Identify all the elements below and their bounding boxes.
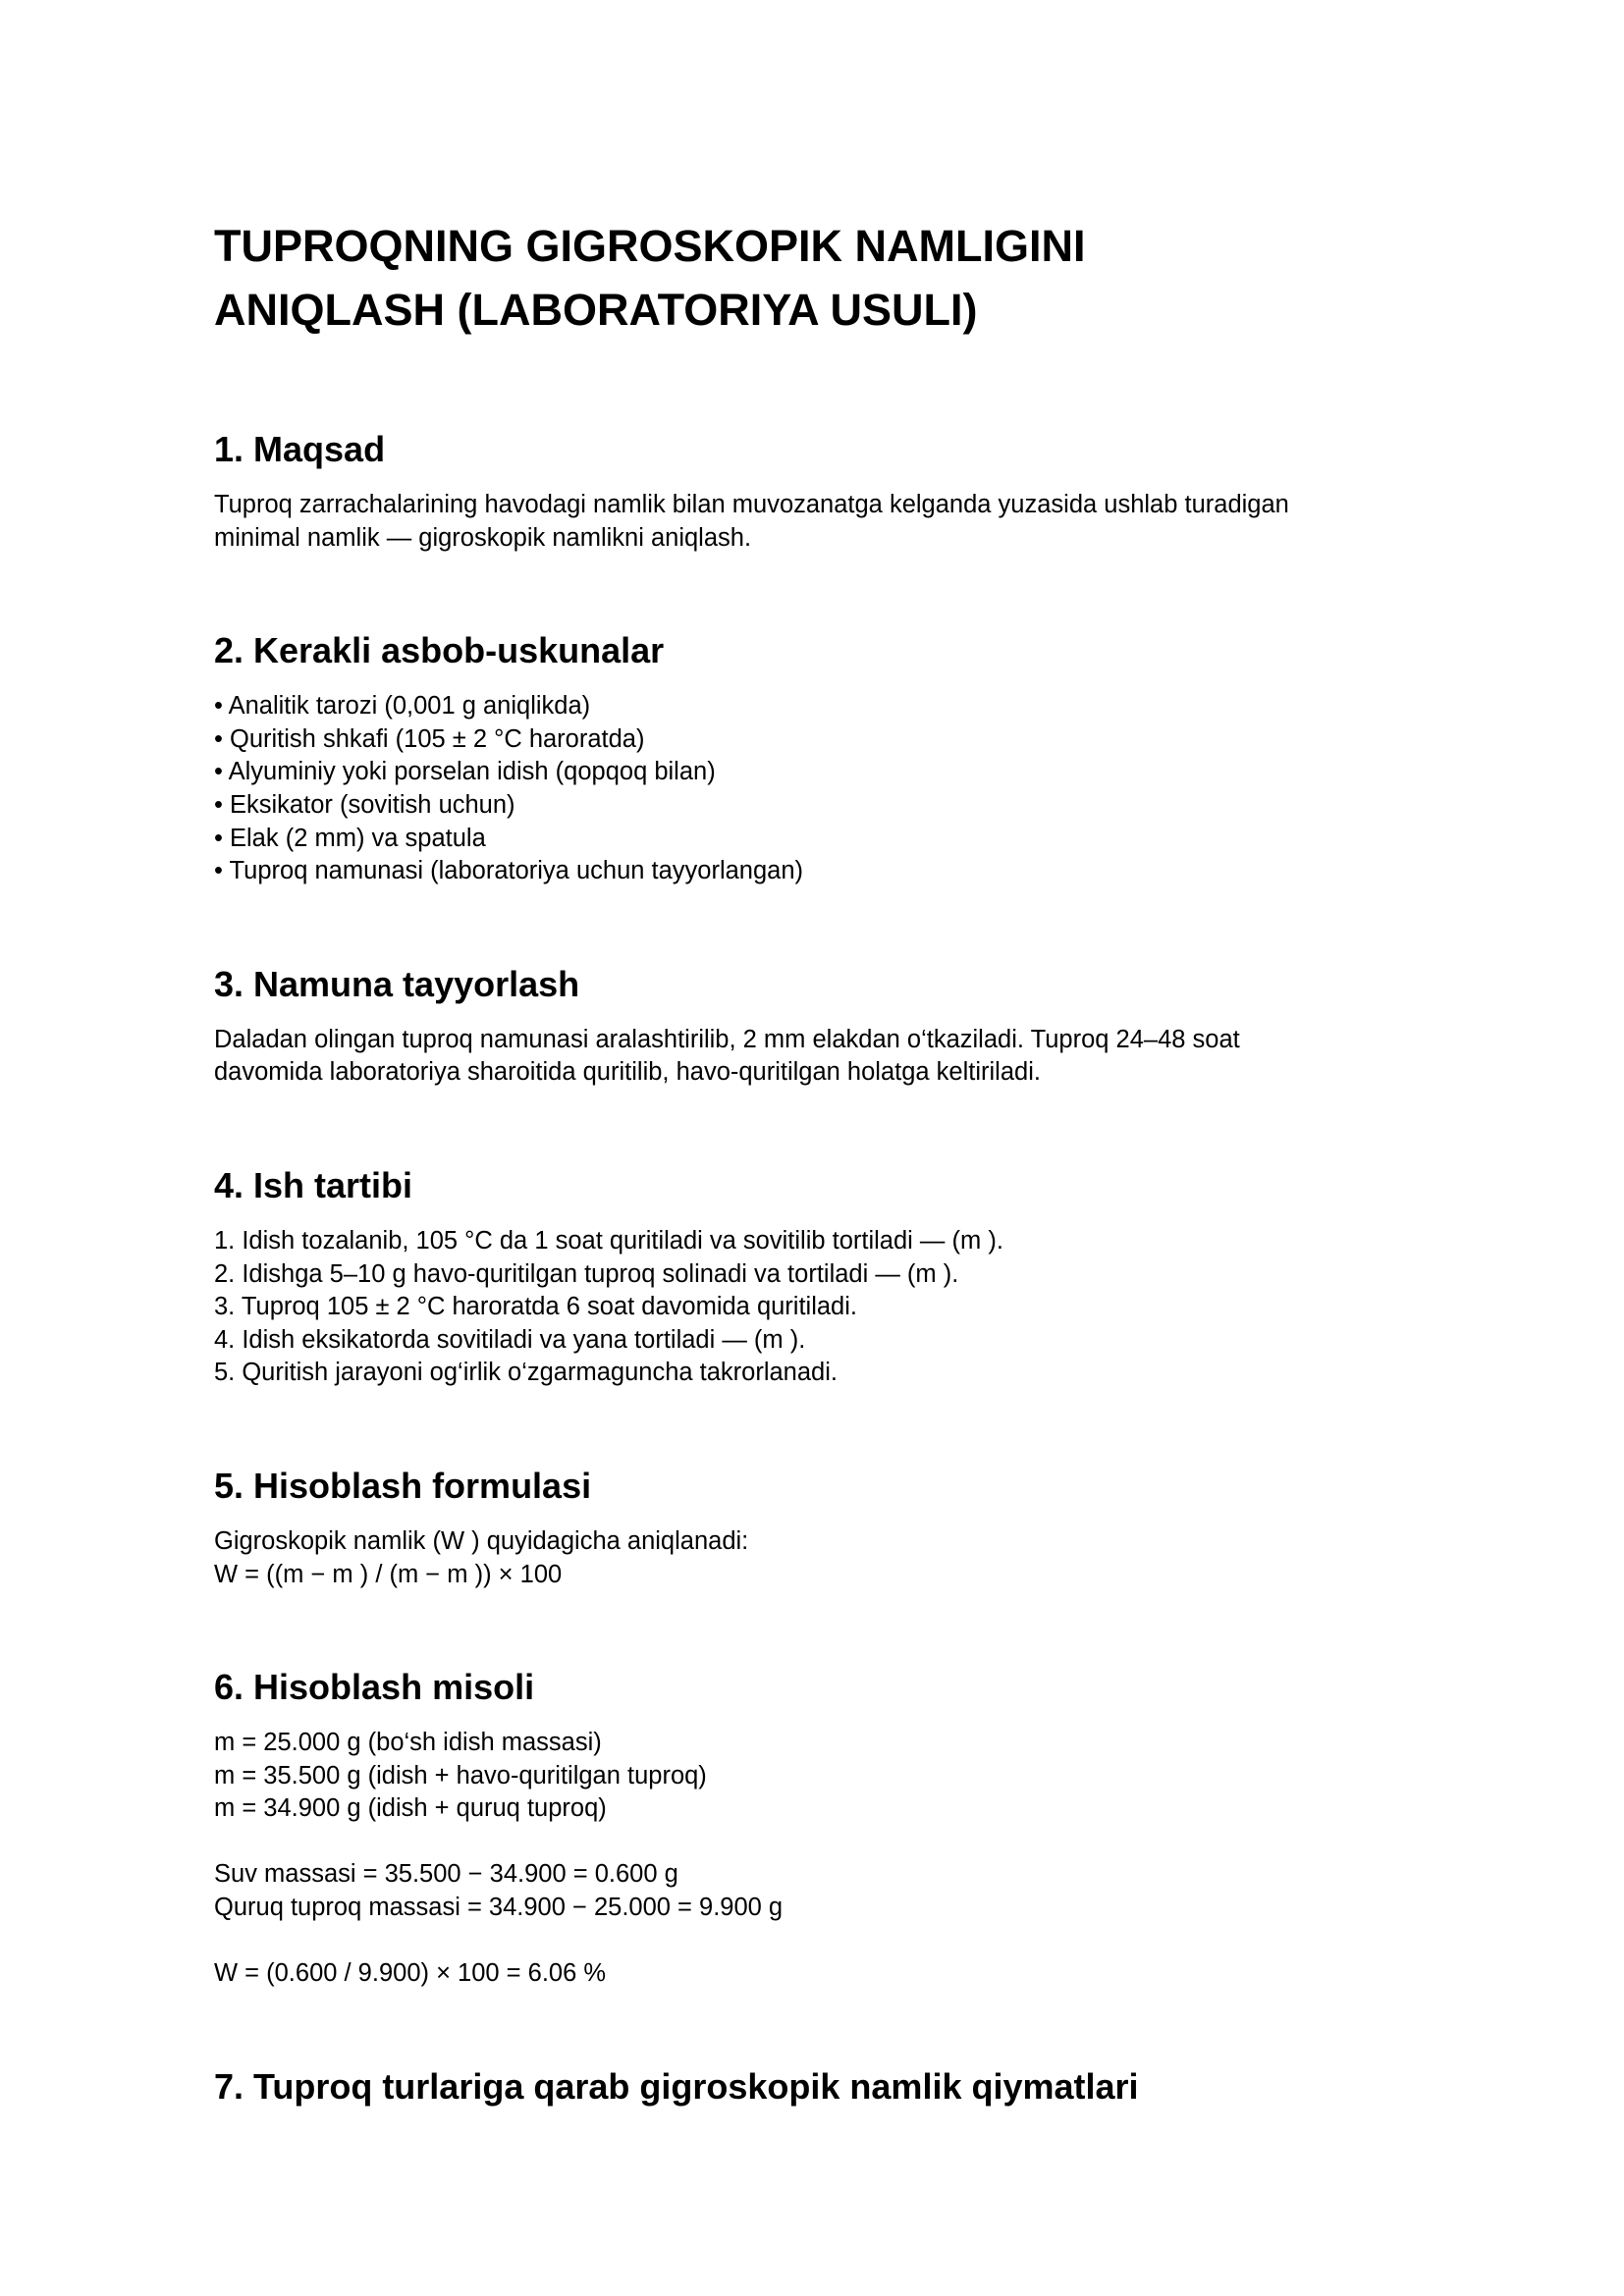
result-line: W = (0.600 / 9.900) × 100 = 6.06 % <box>214 1959 607 1988</box>
section-heading-sample-prep: 3. Namuna tayyorlash <box>214 963 580 1004</box>
paragraph-line: Tuproq zarrachalarining havodagi namlik bilan muvozanatga kelganda yuzasida ushlab turadigan <box>214 491 1289 518</box>
procedure-step: 2. Idishga 5–10 g havo-quritilgan tuproq solinadi va tortiladi — (m ). <box>214 1259 959 1288</box>
section-heading-soil-types: 7. Tuproq turlariga qarab gigroskopik namlik qiymatlari <box>214 2065 1139 2107</box>
procedure-steps <box>214 1225 1412 1390</box>
procedure-step: 4. Idish eksikatorda sovitiladi va yana tortiladi — (m ). <box>214 1325 806 1354</box>
formula-intro: Gigroskopik namlik (W ) quyidagicha aniqlanadi: <box>214 1526 749 1555</box>
calculation-line: Quruq tuproq massasi = 34.900 − 25.000 = 9.900 g <box>214 1894 784 1922</box>
procedure-step: 5. Quritish jarayoni og‘irlik o‘zgarmaguncha takrorlanadi. <box>214 1359 838 1387</box>
list-item: • Analitik tarozi (0,001 g aniqlikda) <box>214 692 591 721</box>
title-line-2: ANIQLASH (LABORATORIYA USULI) <box>214 285 978 335</box>
mass-value: m = 34.900 g (idish + quruq tuproq) <box>214 1794 607 1823</box>
section-heading-formula: 5. Hisoblash formulasi <box>214 1465 592 1506</box>
paragraph-line: minimal namlik — gigroskopik namlikni aniqlash. <box>214 523 752 552</box>
section-paragraph-sample-prep <box>214 1024 1412 1090</box>
procedure-step: 1. Idish tozalanib, 105 °C da 1 soat quritiladi va sovitilib tortiladi — (m ). <box>214 1226 1003 1255</box>
paragraph-line: davomida laboratoriya sharoitida quritilib, havo-quritilgan holatga keltiriladi. <box>214 1058 1041 1087</box>
mass-value: m = 35.500 g (idish + havo-quritilgan tuproq) <box>214 1761 707 1789</box>
section-heading-example: 6. Hisoblash misoli <box>214 1667 535 1708</box>
paragraph-line: Daladan olingan tuproq namunasi aralashtirilib, 2 mm elakdan o‘tkaziladi. Tuproq 24–48 soat <box>214 1025 1240 1053</box>
procedure-step: 3. Tuproq 105 ± 2 °C haroratda 6 soat davomida quritiladi. <box>214 1293 857 1321</box>
section-paragraph-maqsad <box>214 489 1412 555</box>
section-heading-procedure: 4. Ish tartibi <box>214 1164 413 1205</box>
document-title <box>214 214 1412 342</box>
section-heading-maqsad: 1. Maqsad <box>214 429 386 469</box>
example-block <box>214 1727 1412 1991</box>
list-item: • Quritish shkafi (105 ± 2 °C haroratda) <box>214 724 645 753</box>
formula-block <box>214 1525 1412 1591</box>
document-page <box>214 214 1412 2109</box>
equipment-list <box>214 690 1412 888</box>
list-item: • Eksikator (sovitish uchun) <box>214 790 515 819</box>
section-heading-equipment: 2. Kerakli asbob-uskunalar <box>214 630 665 671</box>
formula-expression: W = ((m − m ) / (m − m )) × 100 <box>214 1560 563 1588</box>
mass-value: m = 25.000 g (bo‘sh idish massasi) <box>214 1729 602 1757</box>
title-line-1: TUPROQNING GIGROSKOPIK NAMLIGINI <box>214 221 1086 271</box>
list-item: • Alyuminiy yoki porselan idish (qopqoq bilan) <box>214 758 716 786</box>
list-item: • Elak (2 mm) va spatula <box>214 824 486 852</box>
calculation-line: Suv massasi = 35.500 − 34.900 = 0.600 g <box>214 1860 678 1889</box>
list-item: • Tuproq namunasi (laboratoriya uchun tayyorlangan) <box>214 857 804 885</box>
